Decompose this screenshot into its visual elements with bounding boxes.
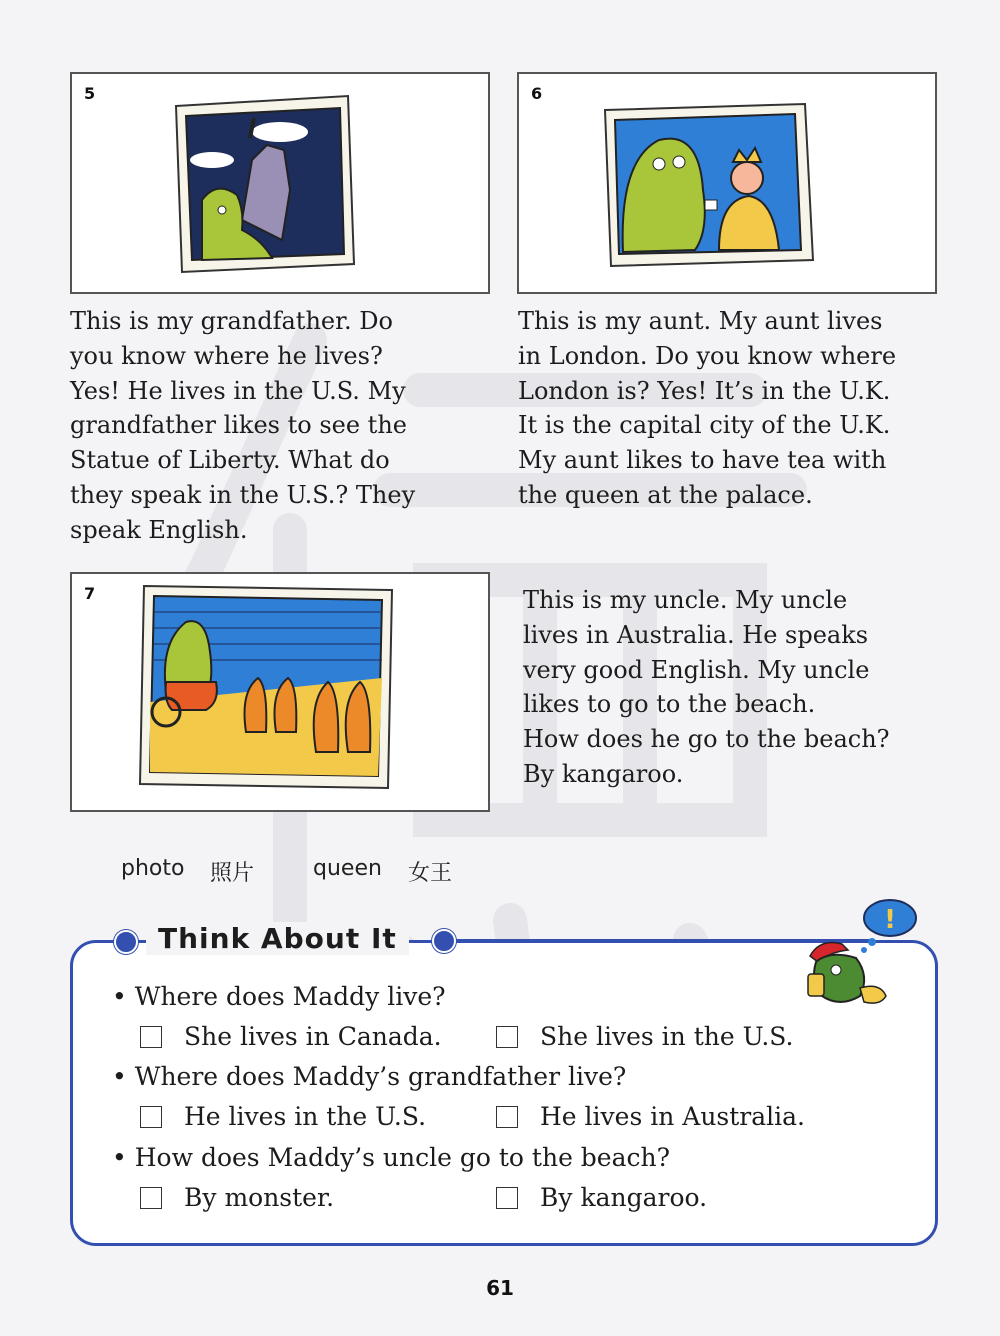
- question-text: Where does Maddy’s grandfather live?: [134, 1062, 627, 1091]
- vocab-translation-queen: 女王: [408, 861, 453, 886]
- title-dot-left: [114, 930, 138, 954]
- bullet-icon: •: [112, 1143, 127, 1172]
- panel-5: [70, 72, 490, 294]
- question-3: [112, 1143, 670, 1172]
- think-about-it-title: Think About It: [146, 922, 409, 955]
- option-3b[interactable]: [496, 1183, 707, 1212]
- question-1: [112, 982, 446, 1011]
- bullet-icon: •: [112, 1062, 127, 1091]
- option-label: She lives in the U.S.: [540, 1022, 794, 1051]
- option-3a[interactable]: [140, 1183, 334, 1212]
- bullet-icon: •: [112, 982, 127, 1011]
- option-label: By kangaroo.: [540, 1183, 708, 1212]
- panel-number: 5: [84, 84, 96, 103]
- photo-statue-of-liberty: [172, 90, 358, 276]
- question-text: Where does Maddy live?: [134, 982, 446, 1011]
- panel-number: 6: [531, 84, 543, 103]
- option-label: He lives in Australia.: [540, 1102, 806, 1131]
- question-text: How does Maddy’s uncle go to the beach?: [134, 1143, 671, 1172]
- page-number: 61: [486, 1276, 514, 1300]
- option-label: By monster.: [184, 1183, 335, 1212]
- story-text-7: This is my uncle. My uncle lives in Australia. He speaks very good English. My uncle likes to go to the beach. How does he go to the beach? By kangaroo.: [523, 586, 890, 788]
- option-label: He lives in the U.S.: [184, 1102, 427, 1131]
- option-2b[interactable]: [496, 1102, 805, 1131]
- photo-uncle-kangaroos: [136, 582, 398, 792]
- checkbox[interactable]: [140, 1026, 162, 1048]
- vocab-word-photo: photo: [121, 856, 185, 881]
- checkbox[interactable]: [140, 1106, 162, 1128]
- panel-6: [517, 72, 937, 294]
- panel-number: 7: [84, 584, 96, 603]
- checkbox[interactable]: [496, 1026, 518, 1048]
- option-label: She lives in Canada.: [184, 1022, 442, 1051]
- story-text-6: This is my aunt. My aunt lives in London. Do you know where London is? Yes! It’s in the U.K. It is the capital city of the U.K. My aunt likes to have tea with the queen at the palace.: [518, 307, 897, 509]
- checkbox[interactable]: [496, 1106, 518, 1128]
- story-text-5: This is my grandfather. Do you know where he lives? Yes! He lives in the U.S. My grandfather likes to see the Statue of Liberty. What do they speak in the U.S.? They speak English.: [70, 307, 416, 544]
- vocab-word-queen: queen: [313, 856, 382, 881]
- vocab-translation-photo: 照片: [210, 861, 255, 886]
- option-1b[interactable]: [496, 1022, 794, 1051]
- option-1a[interactable]: [140, 1022, 442, 1051]
- title-dot-right: [432, 929, 456, 953]
- photo-aunt-with-queen: [599, 100, 819, 270]
- thought-bubble-mark: !: [884, 905, 896, 935]
- panel-7: [70, 572, 490, 812]
- mascot-thinking-icon: [800, 896, 926, 1016]
- checkbox[interactable]: [140, 1187, 162, 1209]
- question-2: [112, 1062, 626, 1091]
- option-2a[interactable]: [140, 1102, 426, 1131]
- checkbox[interactable]: [496, 1187, 518, 1209]
